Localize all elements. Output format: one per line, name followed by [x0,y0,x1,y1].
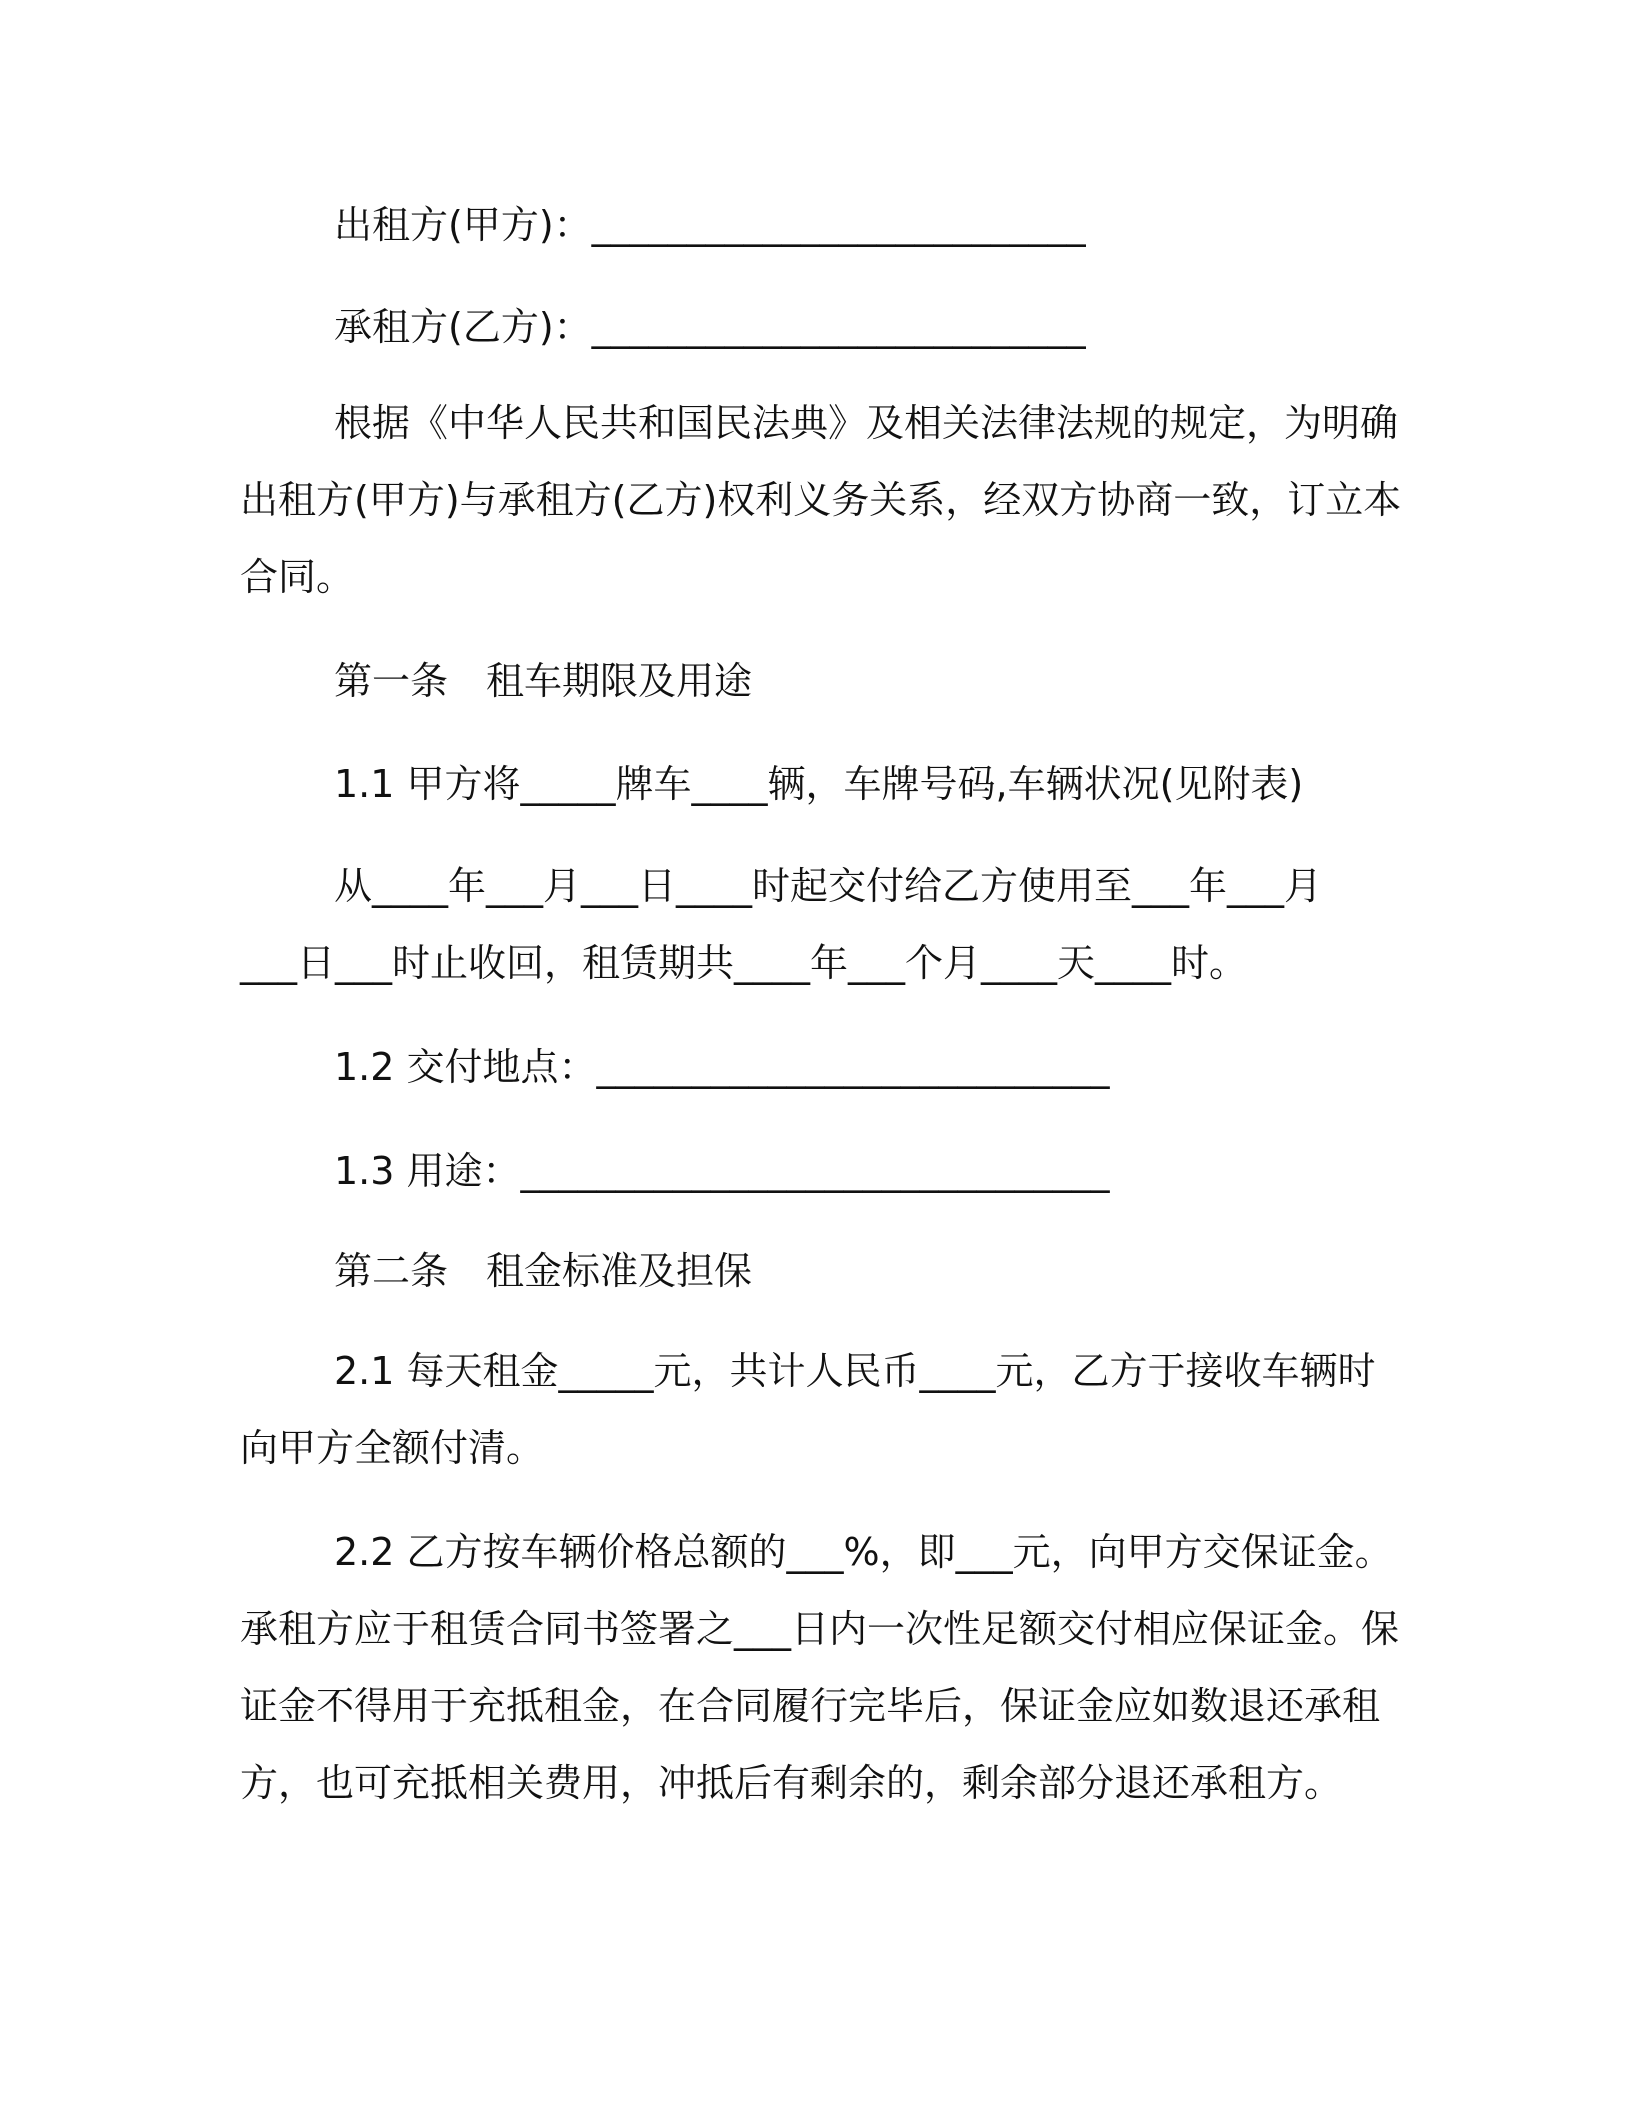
rental-period-line-1: 从____年___月___日____时起交付给乙方使用至___年___月 [334,864,1323,908]
lessee-line: 承租方(乙方)：__________________________ [334,305,1086,349]
clause-2-2-line-2: 承租方应于租赁合同书签署之___日内一次性足额交付相应保证金。保 [240,1607,1400,1651]
clause-2-2-line-4: 方，也可充抵相关费用，冲抵后有剩余的，剩余部分退还承租方。 [240,1761,1343,1805]
preamble-line-3: 合同。 [240,555,355,599]
clause-1-1: 1.1 甲方将_____牌车____辆，车牌号码,车辆状况(见附表) [334,762,1304,806]
clause-2-1-line-2: 向甲方全额付清。 [240,1426,545,1470]
clause-1-2: 1.2 交付地点：___________________________ [334,1045,1110,1089]
clause-1-3: 1.3 用途：_______________________________ [334,1149,1110,1193]
lessor-line: 出租方(甲方)：__________________________ [334,203,1086,247]
preamble-line-1: 根据《中华人民共和国民法典》及相关法律法规的规定，为明确 [334,401,1399,445]
article-1-heading: 第一条 租车期限及用途 [334,659,753,703]
rental-period-line-2: ___日___时止收回，租赁期共____年___个月____天____时。 [240,941,1248,985]
clause-2-2-line-3: 证金不得用于充抵租金，在合同履行完毕后，保证金应如数退还承租 [240,1684,1381,1728]
preamble-line-2: 出租方(甲方)与承租方(乙方)权利义务关系，经双方协商一致，订立本 [240,478,1402,522]
article-2-heading: 第二条 租金标准及担保 [334,1249,753,1293]
clause-2-1-line-1: 2.1 每天租金_____元，共计人民币____元，乙方于接收车辆时 [334,1349,1376,1393]
clause-2-2-line-1: 2.2 乙方按车辆价格总额的___%，即___元，向甲方交保证金。 [334,1530,1393,1574]
